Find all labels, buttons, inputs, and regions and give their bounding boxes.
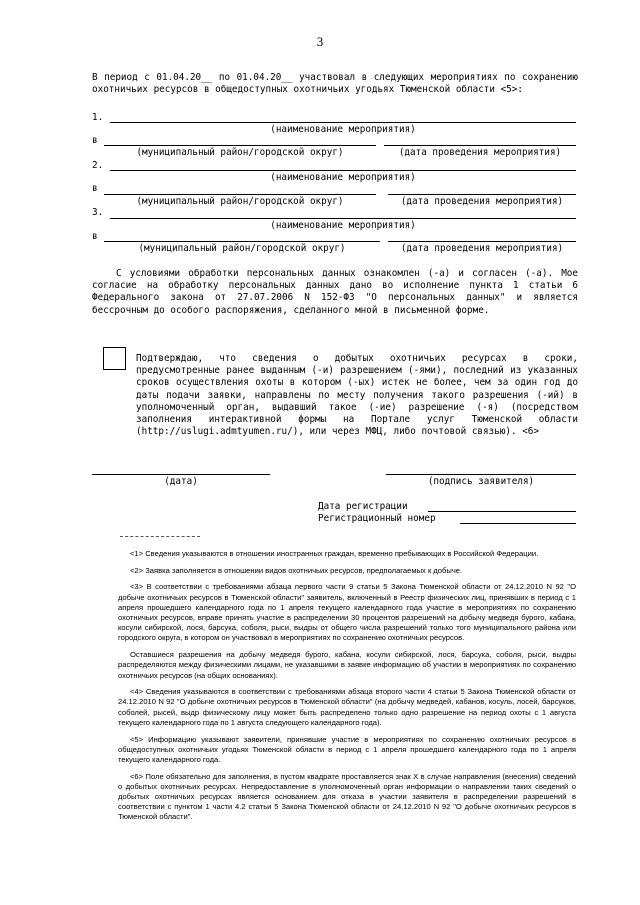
- registration-number-label: Регистрационный номер: [318, 513, 436, 524]
- footnotes: [118, 549, 576, 829]
- consent-paragraph: С условиями обработки персональных данных ознакомлен (-а) и согласен (-а). Мое согласие на обработку персональных данных дано во исполнение пункта 1 статьи 6 Федерального закона от 27.07.2006 N 152-ФЗ "О персональных данных" и является бессрочным до особого распоряжения, сделанного мной в письменной форме.: [92, 268, 578, 316]
- participation-intro: В период с 01.04.20__ по 01.04.20__ участвовал в следующих мероприятиях по сохранению охотничьих ресурсов в общедоступных охотничьих угодьях Тюменской области <5>:: [92, 72, 578, 96]
- registration-number-field[interactable]: [460, 523, 576, 524]
- registration-date-field[interactable]: [428, 511, 576, 512]
- event-name-field[interactable]: [110, 122, 576, 123]
- footnote-4: <4> Сведения указываются в соответствии с требованиями абзаца второго части 4 статьи 5 Закона Тюменской области от 24.12.2010 N 92 "О добыче охотничьих ресурсов в Тюменской области" (на добычу медведей, кабанов, косуль, лосей, барсуков, соболей, рысей, выдр физическому лицу может быть распределено только одно разрешение на период охоты с 1 августа текущего календарного года по 1 августа следующего календарного года).: [118, 687, 576, 727]
- event-date-field[interactable]: [388, 194, 576, 195]
- event-date-caption: (дата проведения мероприятия): [400, 243, 564, 254]
- confirmation-paragraph: Подтверждаю, что сведения о добытых охотничьих ресурсах в сроки, предусмотренные ранее выданным (-и) разрешением (-ями), последний из указанных сроков осуществления охоты в котором (-ых) истек не более, чем за один год до даты подачи заявки, направлены по месту получения такого разрешения (-ий) в уполномоченный орган, выдавший такое (-ие) разрешение (-я) (посредством заполнения интерактивной формы на Портале услуг Тюменской области (http://uslugi.admtyumen.ru/), или через МФЦ, либо почтовой связью). <6>: [136, 353, 578, 438]
- event-date-caption: (дата проведения мероприятия): [400, 196, 564, 207]
- district-field[interactable]: [104, 241, 380, 242]
- event-name-caption: (наименование мероприятия): [270, 124, 416, 135]
- entry-number: 3.: [92, 207, 104, 218]
- preposition-v: в: [92, 135, 98, 146]
- event-date-field[interactable]: [384, 145, 576, 146]
- confirmation-checkbox[interactable]: [103, 347, 126, 370]
- date-field[interactable]: [92, 474, 270, 475]
- entry-number: 1.: [92, 112, 104, 123]
- footnote-5: <5> Информацию указывают заявители, принявшие участие в мероприятиях по сохранению охотничьих ресурсов в общедоступных охотничьих угодьях Тюменской области в период с 1 апреля прошедшего календарного года по 1 апреля текущего календарного года.: [118, 734, 576, 764]
- footnote-2: <2> Заявка заполняется в отношении видов охотничьих ресурсов, предполагаемых к добыче.: [130, 565, 463, 575]
- date-caption: (дата): [164, 476, 198, 487]
- signature-field[interactable]: [386, 474, 576, 475]
- page-number: 3: [316, 34, 324, 49]
- footnote-1: <1> Сведения указываются в отношении иностранных граждан, временно пребывающих в Российской Федерации.: [130, 549, 539, 558]
- event-date-field[interactable]: [388, 241, 576, 242]
- preposition-v: в: [92, 231, 98, 242]
- footnote-3-continuation: Оставшиеся разрешения на добычу медведя бурого, кабана, косули сибирской, лося, барсука, соболя, рыси, выдры распределяются между физическими лицами, не указавшими в заявке информацию об участии в мероприятиях по сохранению охотничьих ресурсов (на общих основаниях).: [118, 650, 576, 680]
- signature-caption: (подпись заявителя): [427, 476, 535, 487]
- district-caption: (муниципальный район/городской округ): [136, 196, 344, 207]
- event-name-field[interactable]: [110, 218, 576, 219]
- entry-number: 2.: [92, 160, 104, 171]
- district-caption: (муниципальный район/городской округ): [136, 147, 344, 158]
- event-name-field[interactable]: [110, 170, 576, 171]
- district-caption: (муниципальный район/городской округ): [138, 243, 346, 254]
- district-field[interactable]: [104, 194, 376, 195]
- event-name-caption: (наименование мероприятия): [270, 220, 416, 231]
- footnote-3: <3> В соответствии с требованиями абзаца первого части 9 статьи 5 Закона Тюменской области от 24.12.2010 N 92 "О добыче охотничьих ресурсов в Тюменской области" заявитель, включенный в Реестр физических лиц, принявших в период с 1 апреля прошедшего календарного года по 1 апреля текущего календарного года участие в мероприятиях по сохранению охотничьих ресурсов, вправе принять участие в распределении 30 процентов разрешений на добычу медведя бурого, кабана, косули сибирской, лося, барсука, соболя, рыси, выдры от общего числа разрешений только того муниципального района или городского округа, в котором он участвовал в мероприятиях по сохранению охотничьих ресурсов.: [118, 582, 576, 643]
- footnote-6: <6> Поле обязательно для заполнения, в пустом квадрате проставляется знак X в случае направления (внесения) сведений о добытых охотничьих ресурсах. Непредоставление в уполномоченный орган информации о направлении таких сведений о добытых охотничьих ресурсах является основанием для отказа в участии заявителя в распределении разрешений в соответствии с пунктом 1 части 4.2 статьи 5 Закона Тюменской области от 24.12.2010 N 92 "О добыче охотничьих ресурсов в Тюменской области".: [118, 771, 576, 822]
- event-date-caption: (дата проведения мероприятия): [398, 147, 562, 158]
- preposition-v: в: [92, 183, 98, 194]
- footnote-separator: [120, 536, 200, 537]
- district-field[interactable]: [104, 145, 376, 146]
- registration-date-label: Дата регистрации: [318, 501, 408, 512]
- event-name-caption: (наименование мероприятия): [270, 172, 416, 183]
